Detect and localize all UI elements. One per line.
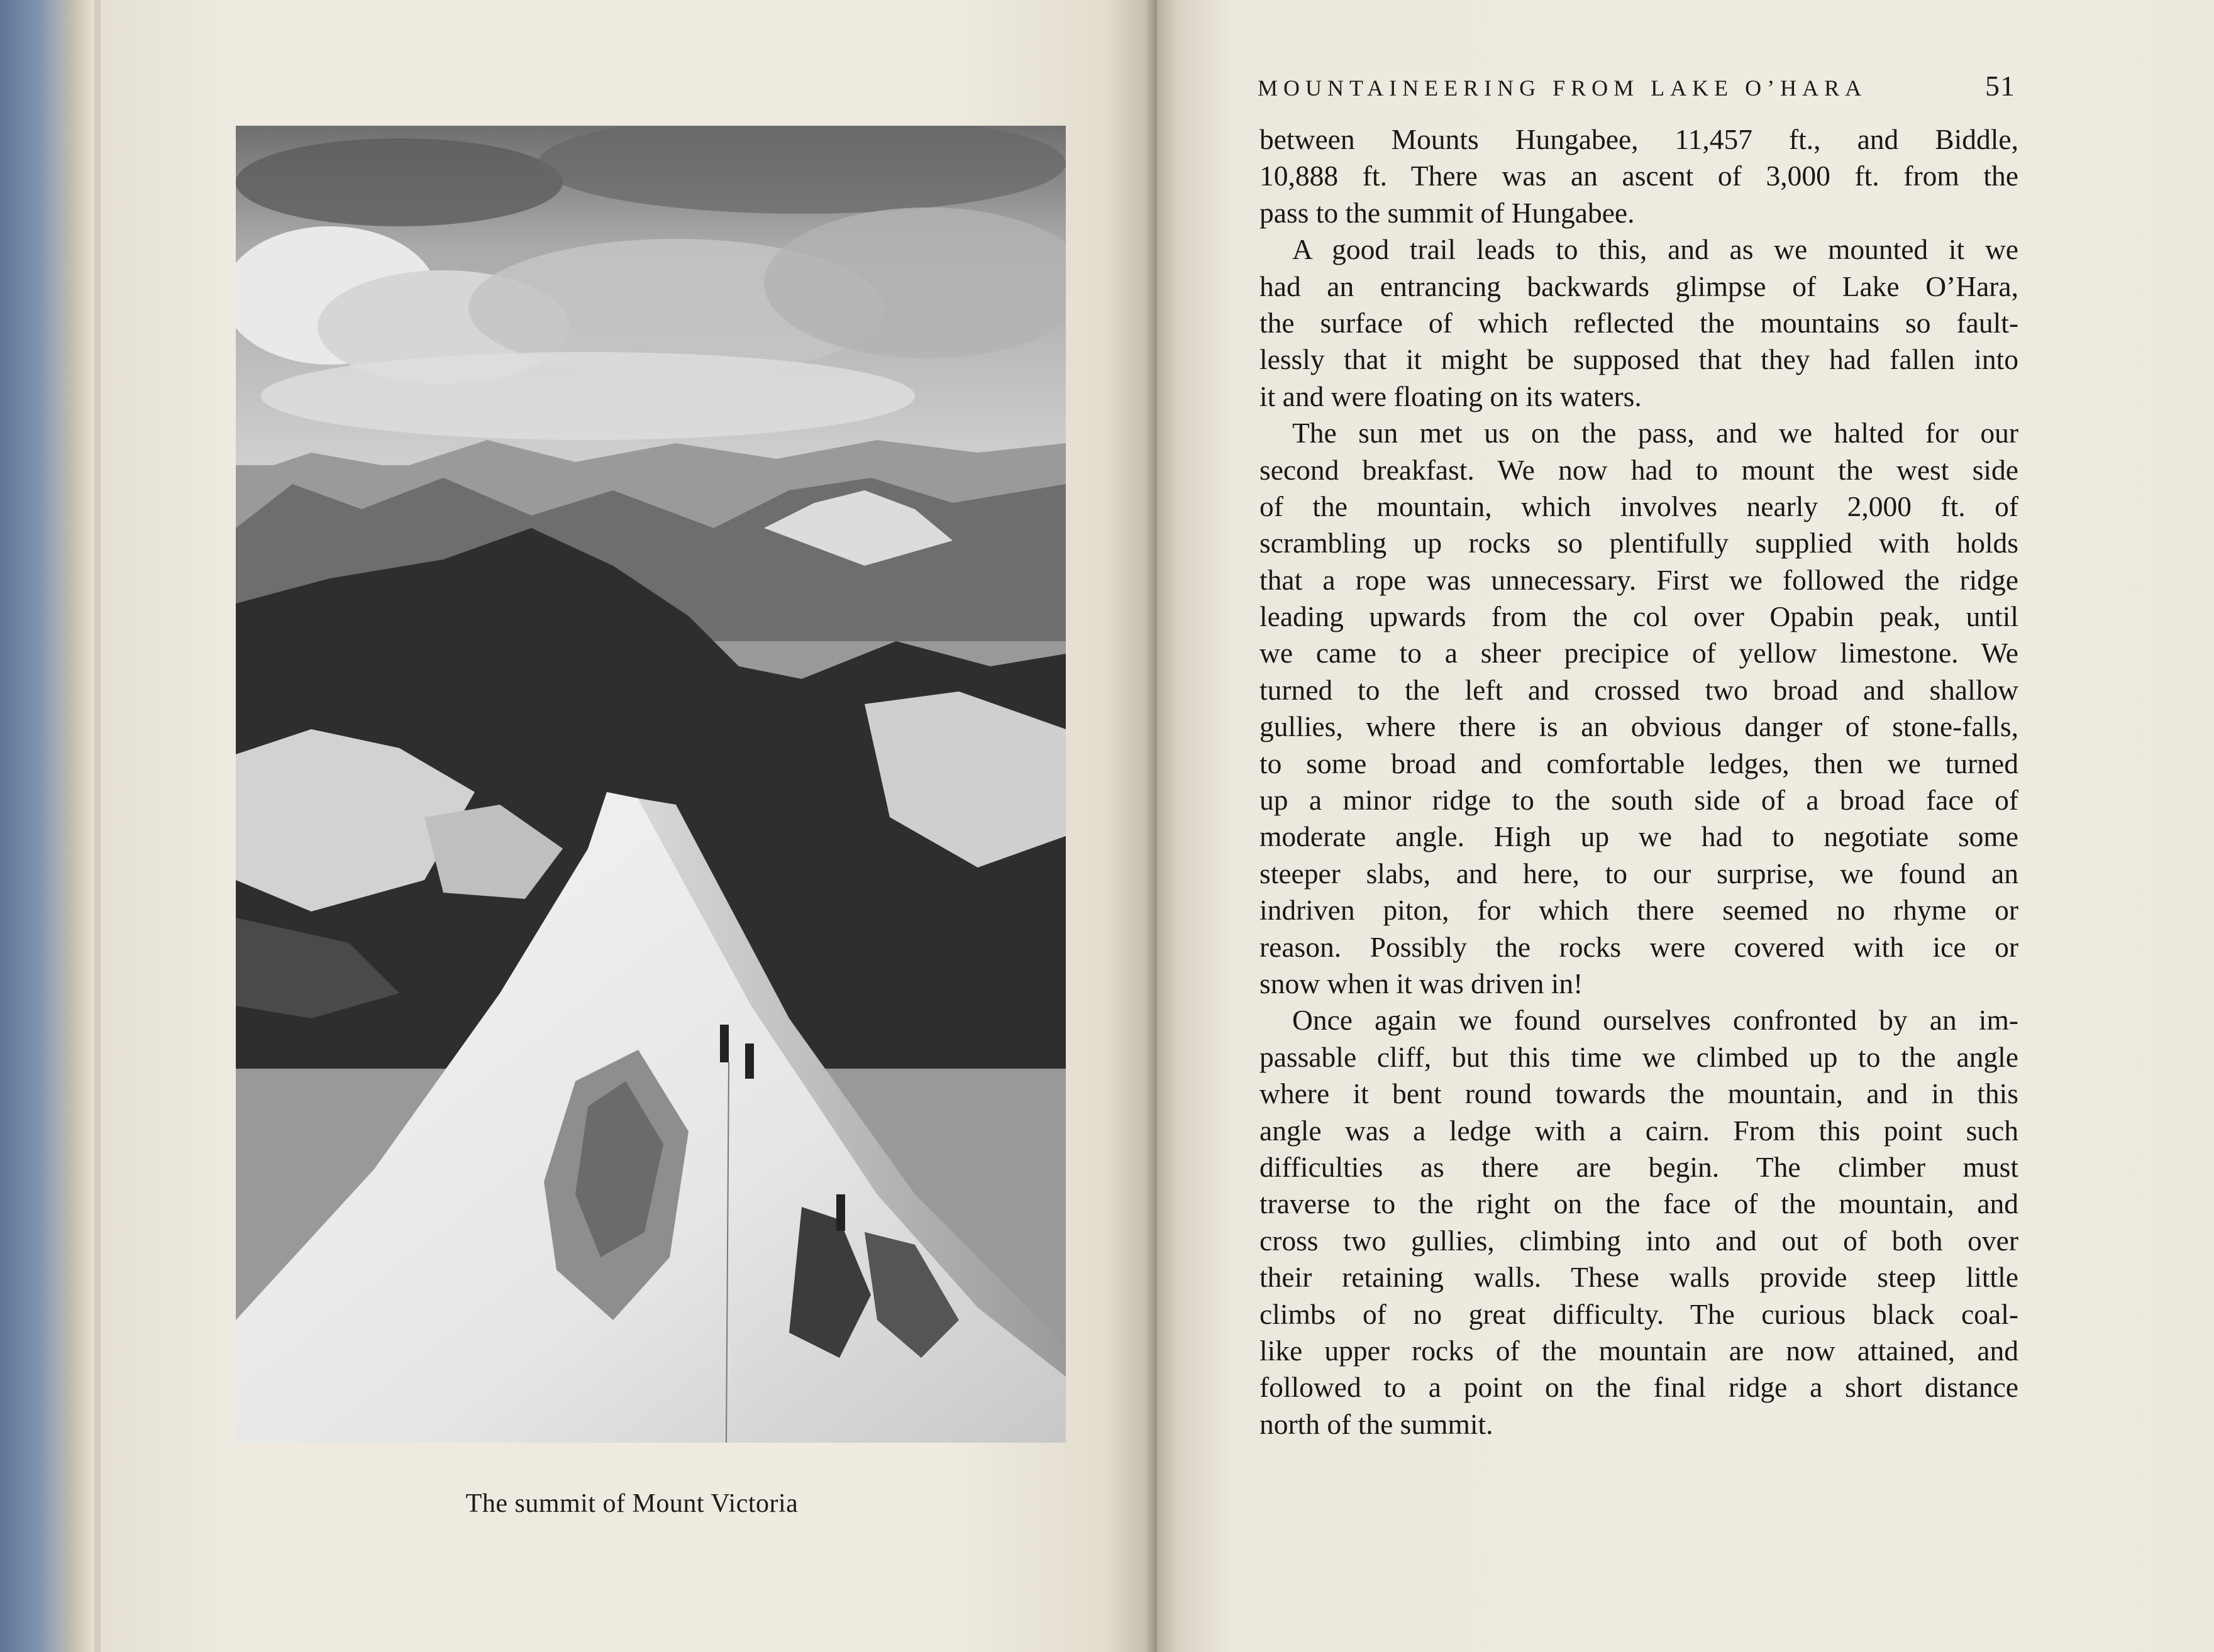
text-line: The sun met us on the pass, and we halted for our (1292, 417, 2018, 449)
body-text (1259, 121, 2018, 1443)
photo-illustration (236, 126, 1066, 1443)
mountain-summit-photo (236, 126, 1066, 1443)
text-line: climbs of no great difficulty. The curious black coal- (1259, 1297, 2018, 1330)
text-line: second breakfast. We now had to mount the west side (1259, 453, 2018, 486)
text-line: 10,888 ft. There was an ascent of 3,000 ft. from the (1259, 160, 2018, 192)
left-page (94, 0, 1157, 1652)
text-line: their retaining walls. These walls provide steep little (1259, 1261, 2018, 1294)
text-line: lessly that it might be supposed that they had fallen into (1259, 343, 2018, 376)
photo-caption: The summit of Mount Victoria (465, 1489, 799, 1518)
text-line: gullies, where there is an obvious danger of stone-falls, (1259, 710, 2018, 743)
text-line: that a rope was unnecessary. First we followed the ridge (1259, 563, 2018, 596)
text-line: followed to a point on the final ridge a short distance (1259, 1371, 2018, 1404)
text-line: scrambling up rocks so plentifully supplied with holds (1259, 527, 2018, 559)
text-line: moderate angle. High up we had to negotiate some (1259, 820, 2018, 853)
text-line: up a minor ridge to the south side of a broad face of (1259, 784, 2018, 817)
text-line: to some broad and comfortable ledges, then we turned (1259, 747, 2018, 779)
text-line: difficulties as there are begin. The climber must (1259, 1150, 2018, 1183)
text-line: traverse to the right on the face of the mountain, and (1259, 1187, 2018, 1220)
text-line: indriven piton, for which there seemed no rhyme or (1259, 894, 2018, 927)
text-line: angle was a ledge with a cairn. From this point such (1259, 1114, 2018, 1147)
text-line: snow when it was driven in! (1259, 967, 1583, 999)
running-head-title: MOUNTAINEERING FROM LAKE O’HARA (1258, 75, 1868, 101)
text-line: reason. Possibly the rocks were covered with ice or (1259, 930, 2018, 963)
text-line: steeper slabs, and here, to our surprise, we found an (1259, 857, 2018, 889)
running-head (1258, 69, 2015, 102)
text-line: where it bent round towards the mountain, and in this (1259, 1077, 2018, 1110)
text-line: had an entrancing backwards glimpse of Lake O’Hara, (1259, 270, 2018, 302)
text-line: like upper rocks of the mountain are now attained, and (1259, 1334, 2018, 1367)
text-line: cross two gullies, climbing into and out of both over (1259, 1224, 2018, 1257)
text-line: passable cliff, but this time we climbed up to the angle (1259, 1040, 2018, 1073)
text-line: pass to the summit of Hungabee. (1259, 196, 1635, 229)
text-line: between Mounts Hungabee, 11,457 ft., and Biddle, (1259, 123, 2018, 155)
text-line: the surface of which reflected the mountains so fault- (1259, 306, 2018, 339)
text-line: leading upwards from the col over Opabin peak, until (1259, 600, 2018, 633)
text-line: Once again we found ourselves confronted by an im- (1292, 1004, 2018, 1037)
text-line: north of the summit. (1259, 1407, 1493, 1440)
text-line: of the mountain, which involves nearly 2,000 ft. of (1259, 490, 2018, 522)
page-number: 51 (1985, 70, 2015, 102)
text-line: A good trail leads to this, and as we mounted it we (1292, 233, 2018, 266)
text-line: turned to the left and crossed two broad and shallow (1259, 673, 2018, 706)
text-line: we came to a sheer precipice of yellow limestone. We (1259, 637, 2018, 669)
text-line: it and were floating on its waters. (1259, 380, 1642, 412)
